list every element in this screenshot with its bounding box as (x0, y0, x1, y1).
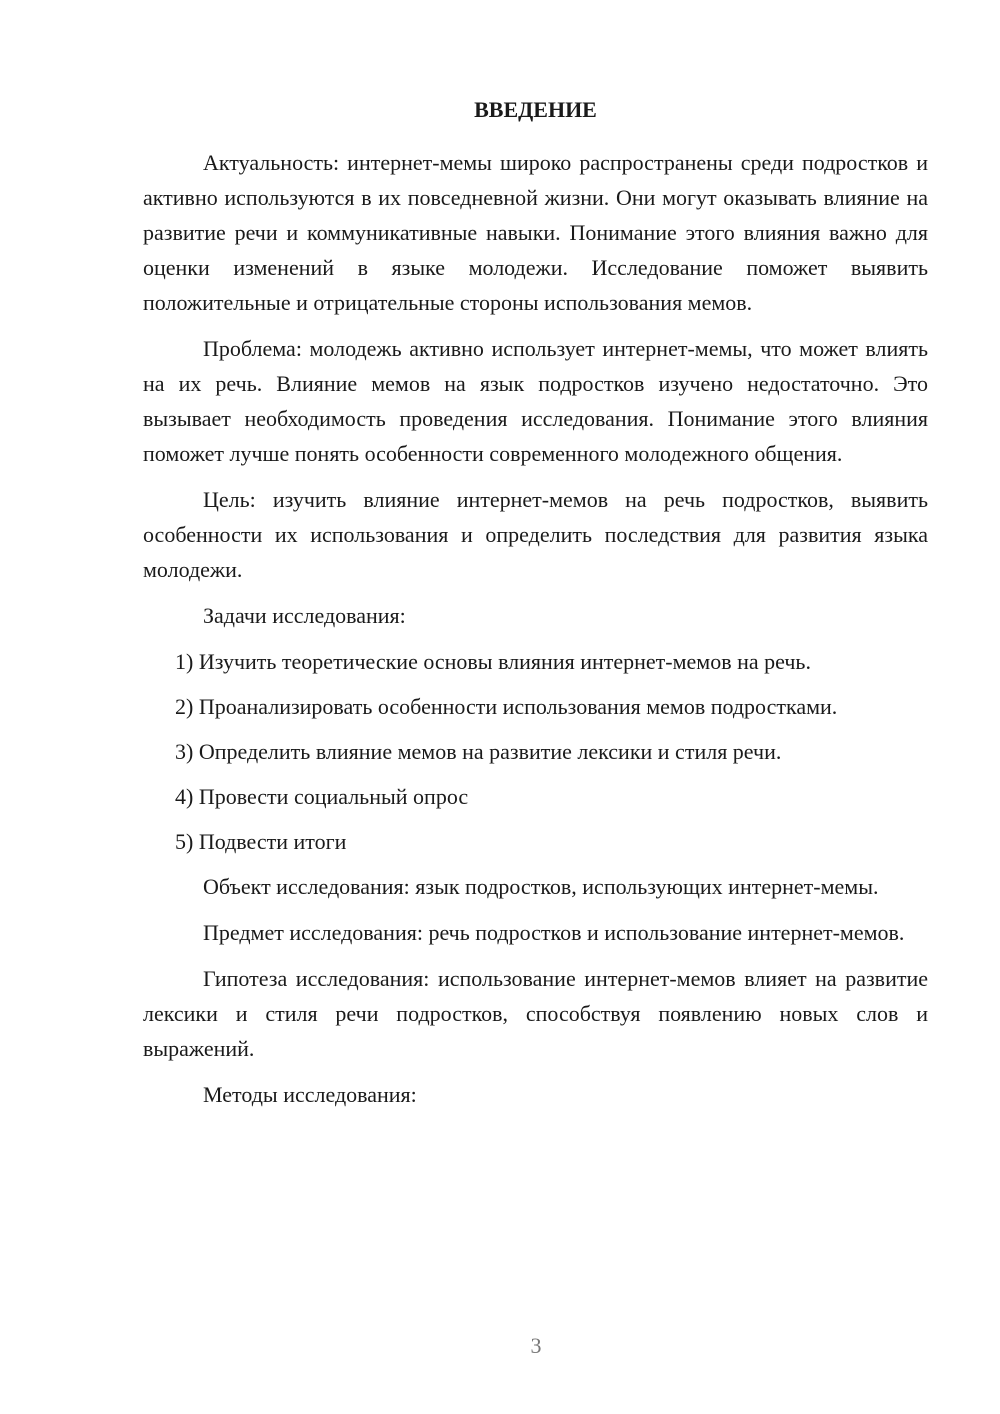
document-page (143, 92, 928, 1123)
page-title: ВВЕДЕНИЕ (474, 97, 597, 122)
problem-paragraph: Проблема: молодежь активно использует интернет-мемы, что может влиять на их речь. Влияние мемов на язык подростков изучено недостаточно. Это вызывает необходимость проведения исследования. Понимание этого влияния поможет лучше понять особенности современного молодежного общения. (143, 336, 928, 466)
task-item: 3) Определить влияние мемов на развитие лексики и стиля речи. (175, 739, 782, 764)
methods-title: Методы исследования: (203, 1082, 417, 1107)
tasks-title: Задачи исследования: (203, 603, 406, 628)
task-item: 4) Провести социальный опрос (175, 784, 469, 809)
subject-paragraph: Предмет исследования: речь подростков и использование интернет-мемов. (203, 920, 905, 945)
goal-paragraph: Цель: изучить влияние интернет-мемов на речь подростков, выявить особенности их использования и определить последствия для развития языка молодежи. (143, 487, 928, 582)
page-number: 3 (530, 1333, 542, 1358)
task-item: 2) Проанализировать особенности использования мемов подростками. (175, 694, 838, 719)
hypothesis-paragraph: Гипотеза исследования: использование интернет-мемов влияет на развитие лексики и стиля речи подростков, способствуя появлению новых слов и выражений. (143, 966, 928, 1061)
object-paragraph: Объект исследования: язык подростков, использующих интернет-мемы. (203, 874, 879, 899)
task-item: 1) Изучить теоретические основы влияния интернет-мемов на речь. (175, 649, 811, 674)
task-item: 5) Подвести итоги (175, 829, 347, 854)
relevance-paragraph: Актуальность: интернет-мемы широко распространены среди подростков и активно используются в их повседневной жизни. Они могут оказывать влияние на развитие речи и коммуникативные навыки. Понимание этого влияния важно для оценки изменений в языке молодежи. Исследование поможет выявить положительные и отрицательные стороны использования мемов. (143, 150, 928, 315)
